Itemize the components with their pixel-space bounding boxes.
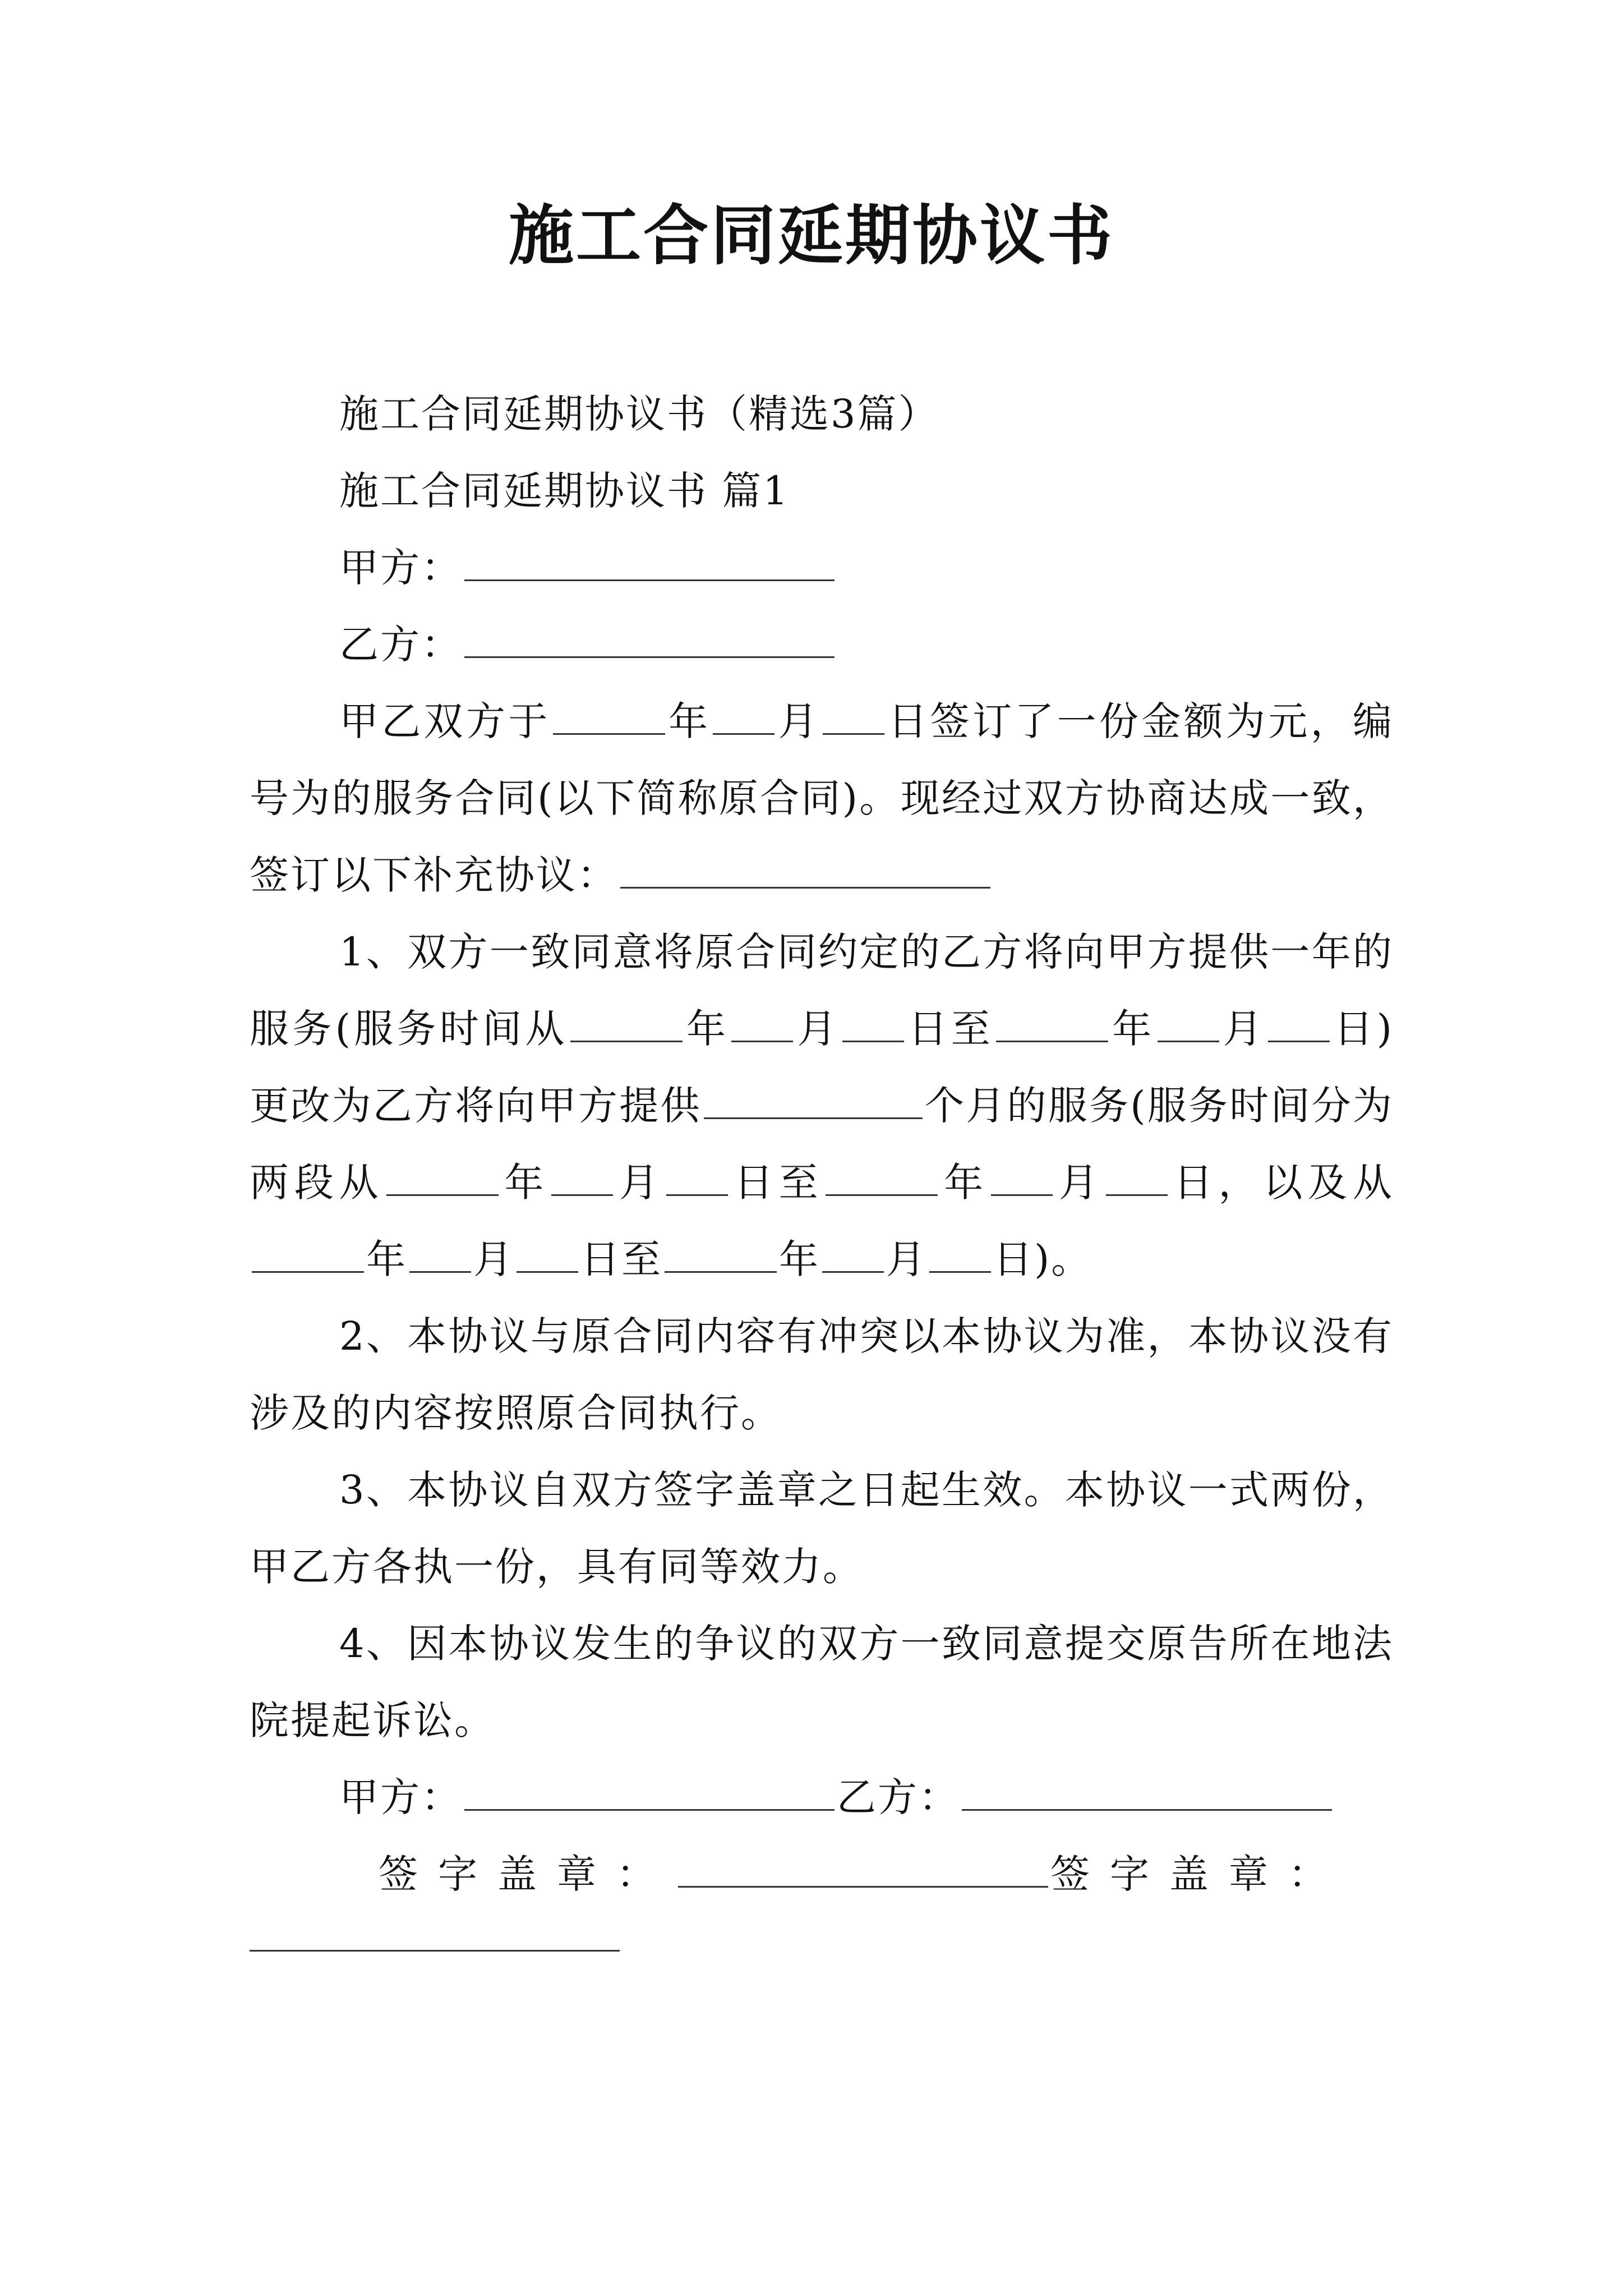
document-body <box>250 376 1394 1952</box>
clause-1 <box>250 914 1394 1298</box>
section-heading <box>250 453 1394 530</box>
clause-4-text: 4、因本协议发生的争议的双方一致同意提交原告所在地法院提起诉讼。 <box>250 1621 1394 1743</box>
blank <box>553 700 665 735</box>
party-a-blank <box>464 546 834 581</box>
year-label: 年 <box>1110 1006 1155 1052</box>
clause-2 <box>250 1298 1394 1452</box>
blank <box>996 1007 1108 1042</box>
day-close-label: 日)更改为乙方将向甲方提供 <box>250 1006 1394 1129</box>
blank <box>822 1237 884 1273</box>
document-title: 施工合同延期协议书 <box>509 197 1114 274</box>
signature-seal-row <box>250 1836 1394 1913</box>
seal-b-blank <box>250 1913 620 1952</box>
clause-1-lead: 1、双方一致同意将原合同约定的乙方将向甲方提供一年的服务(服务时间从 <box>250 929 1394 1052</box>
party-b-line <box>250 606 1394 683</box>
party-a-line <box>250 530 1394 606</box>
intro-paragraph <box>250 683 1394 914</box>
blank <box>704 1084 923 1119</box>
signature-parties-row <box>250 1759 1394 1836</box>
intro-blank <box>620 853 990 889</box>
document-subtitle <box>250 376 1394 453</box>
seal-a-blank <box>678 1852 1048 1888</box>
year-label: 年 <box>366 1236 407 1282</box>
blank <box>252 1237 364 1273</box>
month-label: 月 <box>777 698 821 744</box>
intro-text-2: 日签订了一份金额为元，编号为的服务合同(以下简称原合同)。现经过双方协商达成一致，签订以下补充协议： <box>250 698 1394 898</box>
blank <box>929 1237 991 1273</box>
blank <box>826 1161 938 1196</box>
subtitle-text: 施工合同延期协议书（精选3篇） <box>339 391 939 437</box>
day-to-label: 日至 <box>730 1159 824 1205</box>
year-label: 年 <box>667 698 711 744</box>
day-to-label: 日至 <box>580 1236 662 1282</box>
blank <box>666 1161 728 1196</box>
blank <box>386 1161 499 1196</box>
months-service-label: 个月的服务(服务时间分为两段从 <box>250 1083 1394 1205</box>
month-label: 月 <box>795 1006 840 1052</box>
year-label: 年 <box>779 1236 820 1282</box>
blank <box>1268 1007 1330 1042</box>
party-b-blank <box>464 623 834 658</box>
year-label: 年 <box>684 1006 730 1052</box>
section-heading-text: 施工合同延期协议书 篇1 <box>339 468 790 514</box>
blank <box>991 1161 1053 1196</box>
intro-text-1: 甲乙双方于 <box>339 698 551 744</box>
clause-2-text: 2、本协议与原合同内容有冲突以本协议为准，本协议没有涉及的内容按照原合同执行。 <box>250 1313 1394 1436</box>
seal-b-label: 签字盖章： <box>1050 1851 1348 1897</box>
blank <box>842 1007 904 1042</box>
clause-4 <box>250 1605 1394 1759</box>
blank <box>517 1237 578 1273</box>
month-label: 月 <box>473 1236 514 1282</box>
month-label: 月 <box>1221 1006 1266 1052</box>
month-label: 月 <box>615 1159 664 1205</box>
sign-party-a-label: 甲方： <box>339 1774 462 1820</box>
clause-3 <box>250 1452 1394 1605</box>
blank <box>713 700 774 735</box>
year-label: 年 <box>940 1159 989 1205</box>
year-label: 年 <box>500 1159 550 1205</box>
blank <box>823 700 884 735</box>
blank <box>1106 1161 1168 1196</box>
blank <box>731 1007 793 1042</box>
day-to-label: 日至 <box>906 1006 994 1052</box>
blank <box>665 1237 777 1273</box>
clause-1-end: 日)。 <box>993 1236 1092 1282</box>
month-label: 月 <box>1055 1159 1104 1205</box>
sign-party-a-blank <box>464 1775 834 1811</box>
party-b-label: 乙方： <box>339 622 462 668</box>
day-comma-label: 日，以及从 <box>1169 1159 1394 1205</box>
sign-party-b-blank <box>962 1775 1332 1811</box>
blank <box>551 1161 613 1196</box>
party-a-label: 甲方： <box>339 545 462 591</box>
clause-3-text: 3、本协议自双方签字盖章之日起生效。本协议一式两份，甲乙方各执一份，具有同等效力。 <box>250 1467 1394 1590</box>
blank <box>409 1237 471 1273</box>
blank <box>570 1007 683 1042</box>
seal-a-label: 签字盖章： <box>379 1851 676 1897</box>
month-label: 月 <box>886 1236 927 1282</box>
sign-party-b-label: 乙方： <box>837 1774 960 1820</box>
blank <box>1158 1007 1219 1042</box>
